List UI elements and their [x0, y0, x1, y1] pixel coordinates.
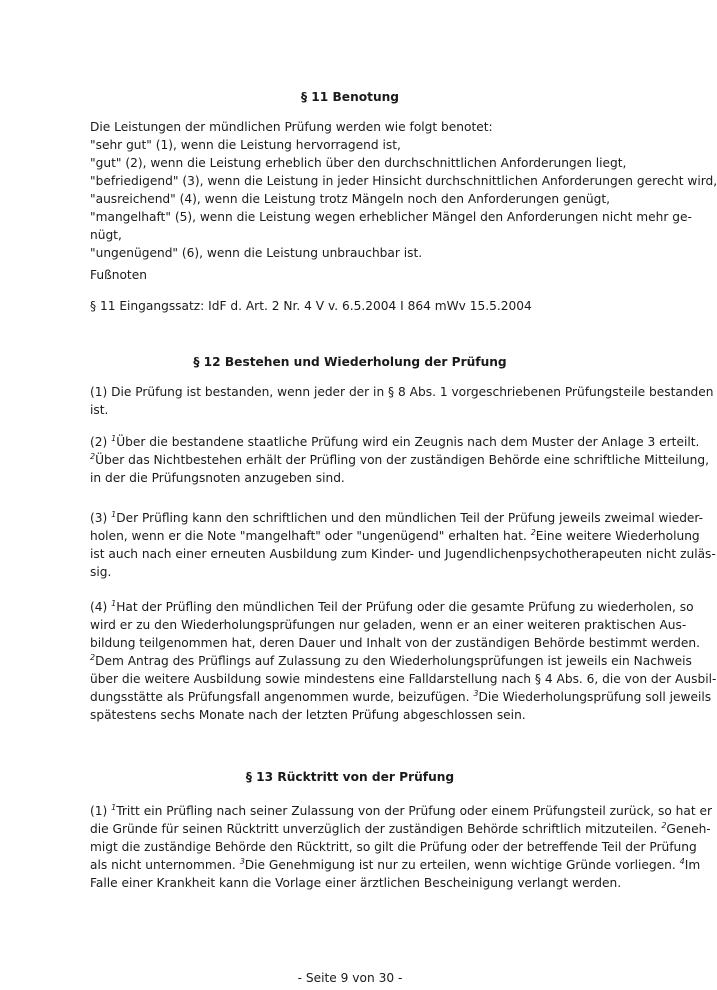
grade-line: "mangelhaft" (5), wenn die Leistung wegen erheblicher Mängel den Anforderungen nicht mehr ge- [90, 210, 692, 224]
paragraph-line: (4) $^1$Hat der Prüfling den mündlichen Teil der Prüfung oder die gesamte Prüfung zu wiederholen, so [90, 599, 694, 614]
section-13-paragraph-1 [90, 802, 713, 892]
paragraph-line: migt die zuständige Behörde den Rücktritt, so gilt die Prüfung oder der betreffende Teil der Prüfung [90, 840, 697, 854]
grade-line: nügt, [90, 228, 122, 242]
sentence-number: 1 [111, 434, 117, 443]
sentence-number: 1 [111, 510, 117, 519]
grade-line: "sehr gut" (1), wenn die Leistung hervorragend ist, [90, 138, 401, 152]
sentence-number: 4 [679, 857, 685, 866]
grade-line: "befriedigend" (3), wenn die Leistung in jeder Hinsicht durchschnittlichen Anforderungen gerecht wird, [90, 174, 717, 188]
section-12-paragraph-4 [90, 598, 717, 724]
paragraph-line: $^2$Dem Antrag des Prüflings auf Zulassung zu den Wiederholungsprüfungen ist jeweils ein Nachweis [90, 653, 692, 668]
paragraph-line: über die weitere Ausbildung sowie mindestens eine Falldarstellung nach § 4 Abs. 6, die von der Ausbil- [90, 672, 717, 686]
paragraph-line: holen, wenn er die Note "mangelhaft" oder "ungenügend" erhalten hat. $^2$Eine weitere Wiederholung [90, 528, 700, 543]
sentence-number: 2 [661, 821, 667, 830]
sentence-number: 3 [473, 689, 479, 698]
grade-line: "ungenügend" (6), wenn die Leistung unbrauchbar ist. [90, 246, 423, 260]
paragraph-line: wird er zu den Wiederholungsprüfungen nur geladen, wenn er an einer weiteren praktischen Aus- [90, 618, 687, 632]
page-number: - Seite 9 von 30 - [297, 971, 403, 985]
paragraph-line: (1) $^1$Tritt ein Prüfling nach seiner Zulassung von der Prüfung oder einem Prüfungsteil zurück, so hat er [90, 803, 713, 818]
paragraph-line: spätestens sechs Monate nach der letzten Prüfung abgeschlossen sein. [90, 708, 526, 722]
paragraph-line: dungsstätte als Prüfungsfall angenommen wurde, beizufügen. $^3$Die Wiederholungsprüfung soll jeweils [90, 689, 712, 704]
sentence-number: 2 [90, 653, 96, 662]
paragraph-line: die Gründe für seinen Rücktritt unverzüglich der zuständigen Behörde schriftlich mitzuteilen. $^2$Geneh- [90, 821, 711, 836]
paragraph-line: in der die Prüfungsnoten anzugeben sind. [90, 471, 345, 485]
section-12-paragraph-1 [90, 383, 714, 419]
section-11-grades-list [90, 118, 717, 262]
grades-intro-line: Die Leistungen der mündlichen Prüfung werden wie folgt benotet: [90, 120, 493, 134]
sentence-number: 3 [239, 857, 245, 866]
paragraph-line: Falle einer Krankheit kann die Vorlage einer ärztlichen Bescheinigung verlangt werden. [90, 876, 622, 890]
paragraph-line: als nicht unternommen. $^3$Die Genehmigung ist nur zu erteilen, wenn wichtige Gründe vorliegen. $^4$Im [90, 857, 701, 872]
paragraph-line: (2) $^1$Über die bestandene staatliche Prüfung wird ein Zeugnis nach dem Muster der Anlage 3 erteilt. [90, 434, 700, 449]
grade-line: "gut" (2), wenn die Leistung erheblich über den durchschnittlichen Anforderungen liegt, [90, 156, 627, 170]
paragraph-line: ist auch nach einer erneuten Ausbildung zum Kinder- und Jugendlichenpsychotherapeuten nicht zuläs- [90, 547, 716, 561]
section-12-paragraph-2 [90, 433, 709, 487]
paragraph-line: (3) $^1$Der Prüfling kann den schriftlichen und den mündlichen Teil der Prüfung jeweils zweimal wieder- [90, 510, 704, 525]
sentence-number: 2 [90, 452, 96, 461]
sentence-number: 1 [111, 599, 117, 608]
section-12-heading: § 12 Bestehen und Wiederholung der Prüfung [193, 355, 507, 369]
section-12-paragraph-3 [90, 509, 716, 581]
paragraph-line: ist. [90, 403, 109, 417]
footnote-text: § 11 Eingangssatz: IdF d. Art. 2 Nr. 4 V v. 6.5.2004 I 864 mWv 15.5.2004 [90, 299, 532, 313]
footnotes-label: Fußnoten [90, 268, 147, 282]
section-13-heading: § 13 Rücktritt von der Prüfung [245, 770, 455, 784]
grade-line: "ausreichend" (4), wenn die Leistung trotz Mängeln noch den Anforderungen genügt, [90, 192, 611, 206]
sentence-number: 2 [530, 528, 536, 537]
paragraph-line: bildung teilgenommen hat, deren Dauer und Inhalt von der zuständigen Behörde bestimmt werden. [90, 636, 700, 650]
sentence-number: 1 [111, 803, 117, 812]
paragraph-line: (1) Die Prüfung ist bestanden, wenn jeder der in § 8 Abs. 1 vorgeschriebenen Prüfungsteile bestanden [90, 385, 714, 399]
paragraph-line: sig. [90, 565, 112, 579]
section-11-heading: § 11 Benotung [300, 90, 400, 104]
paragraph-line: $^2$Über das Nichtbestehen erhält der Prüfling von der zuständigen Behörde eine schriftliche Mitteilung, [90, 452, 709, 467]
